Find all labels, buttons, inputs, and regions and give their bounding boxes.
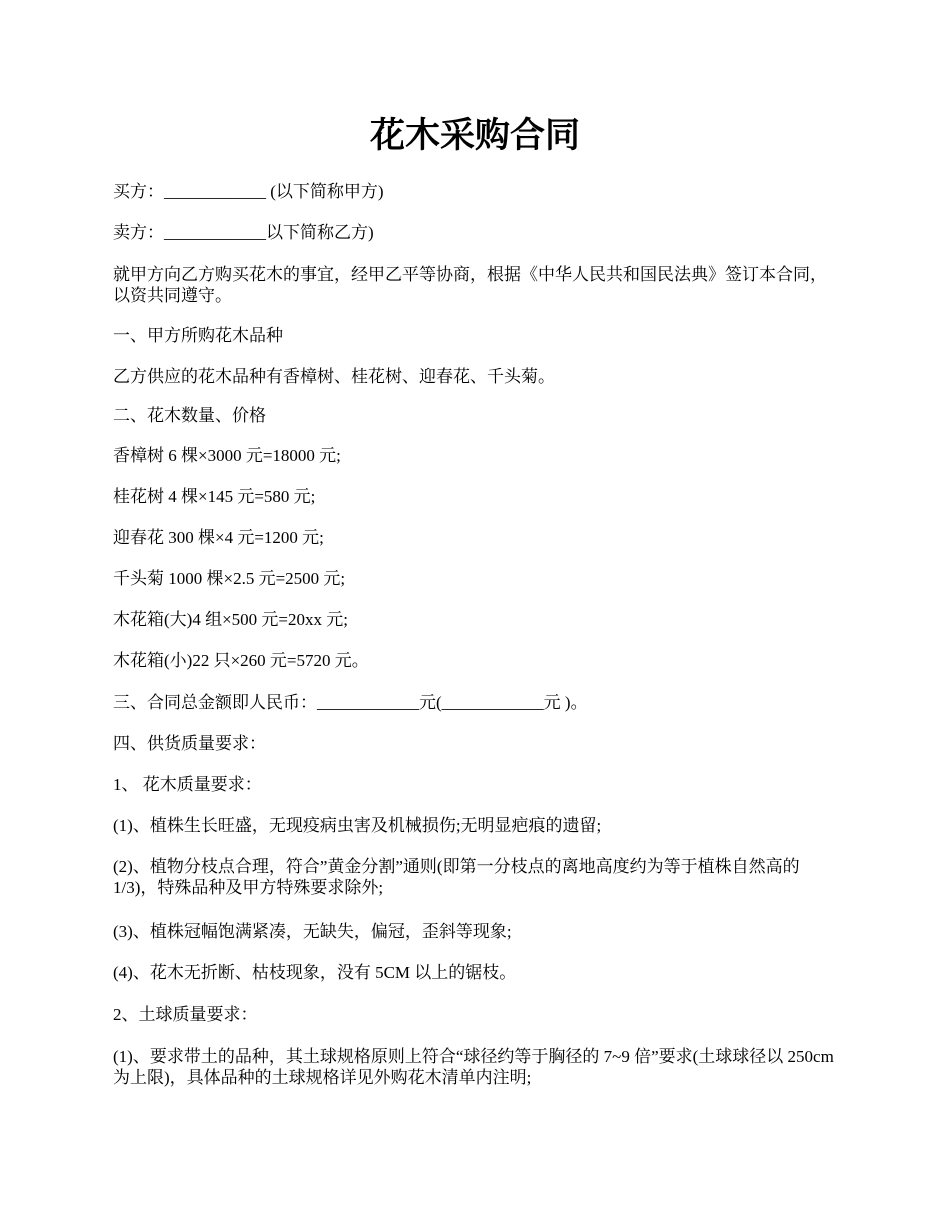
requirement-item: (2)、植物分枝点合理，符合”黄金分割”通则(即第一分枝点的离地高度约为等于植株自然高的 1/3)，特殊品种及甲方特殊要求除外; <box>113 857 800 897</box>
buyer-line: 买方：____________ (以下简称甲方) <box>113 182 384 201</box>
price-line: 香樟树 6 棵×3000 元=18000 元; <box>113 446 341 465</box>
intro-paragraph: 就甲方向乙方购买花木的事宜，经甲乙平等协商，根据《中华人民共和国民法典》签订本合同，以资共同遵守。 <box>113 265 827 305</box>
price-line: 迎春花 300 棵×4 元=1200 元; <box>113 528 324 547</box>
subsection-heading-2: 2、土球质量要求： <box>113 1005 258 1024</box>
seller-line: 卖方：____________以下简称乙方) <box>113 223 374 242</box>
document-title: 花木采购合同 <box>369 116 580 155</box>
section-heading-4: 四、供货质量要求： <box>113 734 266 753</box>
requirement-item: (4)、花木无折断、枯枝现象，没有 5CM 以上的锯枝。 <box>113 963 517 982</box>
requirement-item: (3)、植株冠幅饱满紧凑，无缺失，偏冠，歪斜等现象; <box>113 922 512 941</box>
subsection-heading-1: 1、 花木质量要求： <box>113 775 262 794</box>
requirement-item: (1)、植株生长旺盛，无现疫病虫害及机械损伤;无明显疤痕的遗留; <box>113 816 602 835</box>
section-heading-2: 二、花木数量、价格 <box>113 406 266 425</box>
price-line: 桂花树 4 棵×145 元=580 元; <box>113 487 316 506</box>
price-line: 木花箱(小)22 只×260 元=5720 元。 <box>113 651 369 670</box>
section-heading-1: 一、甲方所购花木品种 <box>113 326 283 345</box>
price-line: 木花箱(大)4 组×500 元=20xx 元; <box>113 610 348 629</box>
variety-paragraph: 乙方供应的花木品种有香樟树、桂花树、迎春花、千头菊。 <box>113 367 555 386</box>
requirement-item: (1)、要求带土的品种，其土球规格原则上符合“球径约等于胸径的 7~9 倍”要求(土球球径以 250cm 为上限)，具体品种的土球规格详见外购花木清单内注明; <box>113 1047 834 1087</box>
price-line: 千头菊 1000 棵×2.5 元=2500 元; <box>113 569 346 588</box>
section-heading-3: 三、合同总金额即人民币：____________元(____________元 )。 <box>113 693 588 712</box>
